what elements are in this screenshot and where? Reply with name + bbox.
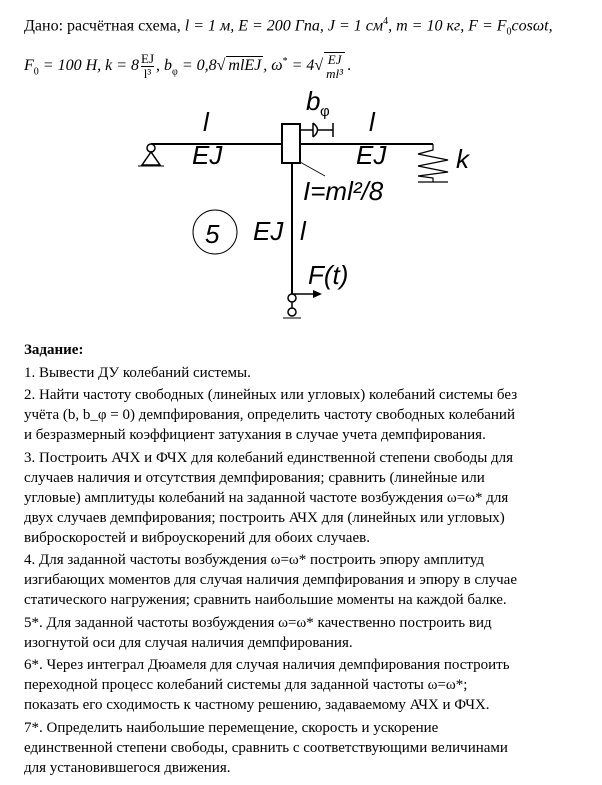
k-den: l³	[143, 66, 152, 81]
given-b-rest: = 0,8	[177, 57, 217, 75]
task-line: 2. Найти частоту свободных (линейных или угловых) колебаний системы без	[24, 387, 518, 403]
task-line: единственной степени свободы, сравнить с соответствующими величинами	[24, 739, 508, 756]
given-label: Дано: расчётная схема,	[24, 17, 181, 35]
given-E: E = 200 Гпа,	[238, 17, 324, 35]
given-m: , m = 10 кг,	[388, 17, 465, 35]
task-item	[24, 655, 594, 715]
left-support-triangle	[142, 152, 160, 165]
bottom-pin-icon	[288, 294, 296, 302]
label-l-vertical: l	[300, 216, 306, 246]
task-item	[24, 448, 594, 548]
task-line: учёта (b, b_φ = 0) демпфирования, определить частоту свободных колебаний	[24, 407, 515, 423]
task-item	[24, 613, 594, 653]
given-w: , ω	[263, 57, 283, 75]
task-line: случаев наличия и отсутствия демпфирования; сравнить (линейные или	[24, 469, 485, 486]
k-num: EJ	[141, 51, 155, 66]
given-w-rest: = 4	[287, 57, 315, 75]
given-end: .	[347, 57, 352, 75]
label-scheme-number: 5	[205, 219, 220, 249]
label-EJ-right: EJ	[356, 140, 387, 170]
leader-line	[300, 162, 325, 176]
task-item	[24, 363, 594, 383]
scheme-diagram	[0, 0, 602, 330]
task-item	[24, 718, 594, 778]
task-section	[24, 340, 594, 778]
given-F0: F	[24, 57, 34, 75]
task-line: виброскоростей и виброускорений для обоих случаев.	[24, 529, 370, 546]
task-line: показать его сходимость к частному решению, задаваемому АЧХ и ФЧХ.	[24, 697, 490, 713]
task-title: Задание:	[24, 342, 84, 358]
given-J-exp: 4	[383, 16, 389, 27]
label-b-sub: φ	[320, 103, 330, 120]
given-F-sub: 0	[506, 26, 512, 38]
given-F-rest: cosωt,	[511, 17, 553, 35]
label-EJ-vertical: EJ	[253, 216, 284, 246]
task-line: статического нагружения; сравнить наибольшие моменты на каждой балке.	[24, 592, 507, 608]
task-line: 7*. Определить наибольшие перемещение, скорость и ускорение	[24, 719, 439, 736]
task-item	[24, 385, 594, 445]
task-line: переходной процесс колебаний системы для заданной частоты ω=ω*;	[24, 677, 468, 693]
given-l: l = 1 м,	[184, 17, 235, 35]
given-F0-rest: = 100 Н,	[38, 57, 102, 75]
task-line: двух случаев демпфирования; построить АЧХ для (линейных или угловых)	[24, 509, 505, 526]
given-w-sup: *	[282, 55, 288, 67]
label-I: I=ml²/8	[303, 176, 384, 206]
label-k: k	[456, 144, 469, 174]
task-line: изогнутой оси для случая наличия демпфирования.	[24, 634, 353, 651]
damper-icon	[300, 123, 333, 137]
given-line-2: $F_0 = 100$ Н, k = 8 $\frac{EJ}{\text{l³}}$ , $b_\varphi = 0,8√$ mlEJ , ω* = 4√ EJ ml³ .	[24, 51, 352, 81]
task-line: изгибающих моментов для случая наличия демпфирования и эпюру в случае	[24, 572, 517, 588]
rigid-block	[282, 124, 300, 163]
force-arrow-head-icon	[313, 290, 322, 298]
given-F0-sub: 0	[33, 66, 39, 78]
task-item	[24, 550, 594, 610]
spring-icon	[418, 144, 448, 182]
task-line: 1. Вывести ДУ колебаний системы.	[24, 364, 251, 381]
task-line: 6*. Через интеграл Дюамеля для случая наличия демпфирования построить	[24, 657, 510, 673]
w-den: ml³	[326, 66, 344, 81]
label-l-right: l	[369, 107, 375, 137]
label-b: b	[306, 86, 321, 116]
task-line: 3. Построить АЧХ и ФЧХ для колебаний единственной степени свободы для	[24, 449, 514, 466]
given-J: J = 1 см	[327, 17, 384, 35]
task-line: 5*. Для заданной частоты возбуждения ω=ω* качественно построить вид	[24, 614, 492, 631]
task-line: 4. Для заданной частоты возбуждения ω=ω* построить эпюру амплитуд	[24, 552, 484, 568]
given-b-sqrt: mlEJ	[228, 57, 262, 75]
label-l-left: l	[203, 107, 209, 137]
w-num: EJ	[327, 52, 342, 67]
given-k: k = 8	[105, 57, 140, 75]
given-b: b	[164, 57, 173, 75]
label-force: F(t)	[308, 260, 349, 290]
task-line: угловые) амплитуды колебаний на заданной частоте возбуждения ω=ω* для	[24, 489, 509, 506]
label-EJ-left: EJ	[192, 140, 223, 170]
given-F: F = F	[468, 17, 507, 35]
given-b-sub: φ	[172, 66, 178, 78]
task-line: для установившегося движения.	[24, 759, 231, 776]
task-line: и безразмерный коэффициент затухания в случае учета демпфирования.	[24, 427, 486, 443]
